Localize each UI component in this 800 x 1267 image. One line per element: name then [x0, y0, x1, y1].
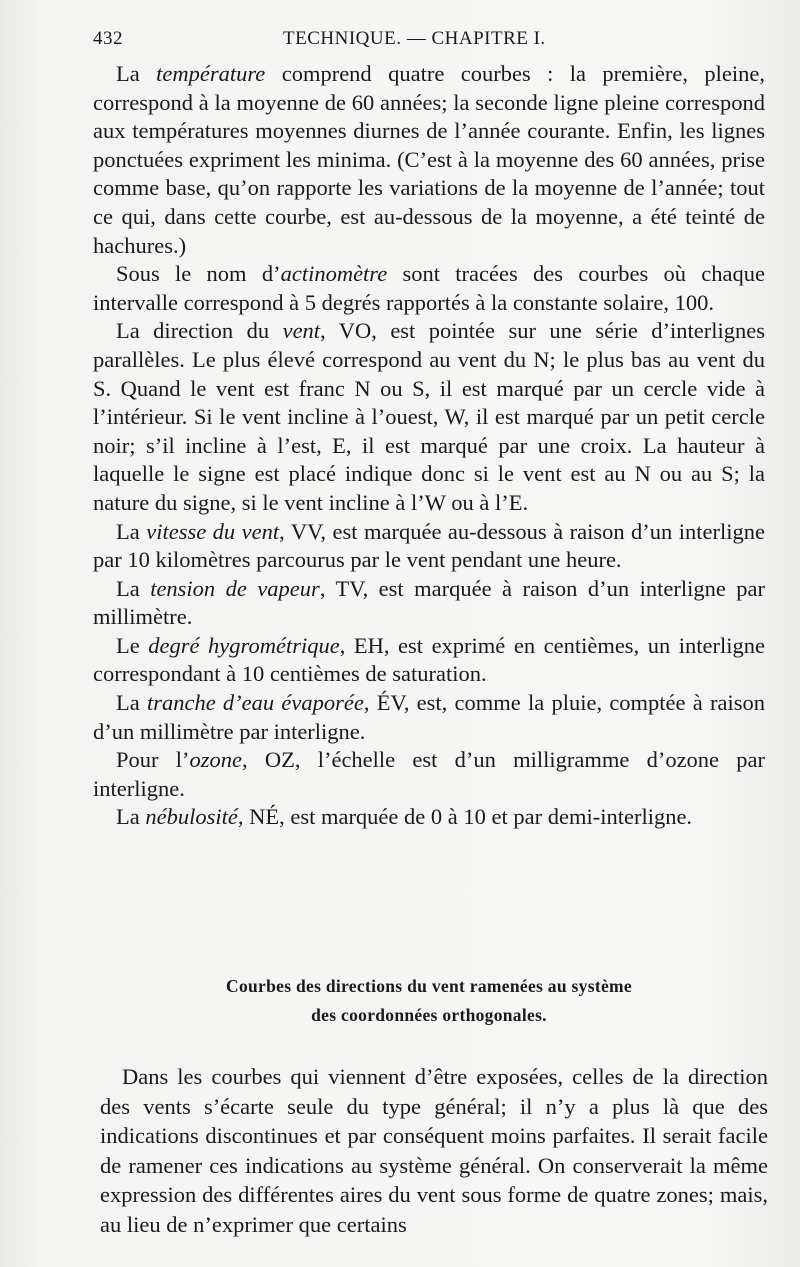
- running-head: TECHNIQUE. — CHAPITRE I.: [283, 28, 546, 49]
- section-title-line-1: Courbes des directions du vent ramenées au système: [226, 976, 632, 996]
- paragraph-actinometre: Sous le nom d’actinomètre sont tracées des courbes où chaque intervalle correspond à 5 degrés rapportés à la constante solaire, 100.: [93, 261, 765, 315]
- paragraph-tension: La tension de vapeur, TV, est marquée à raison d’un interligne par millimètre.: [93, 575, 765, 630]
- page-number: 432: [93, 28, 123, 49]
- section-paragraph: Dans les courbes qui viennent d’être exposées, celles de la direction des vents s’écarte seule du type général; il n’y a plus là que des indications discontinues et par conséquent moins parfaites. Il serait facile de ramener ces indications au système général. On conserverait la même expression des différentes aires du vent sous forme de quatre zones; mais, au lieu de n’exprimer que certains: [100, 1064, 768, 1237]
- body-text: [93, 60, 765, 832]
- paragraph-vent: La direction du vent, VO, est pointée sur une série d’interlignes parallèles. Le plus élevé correspond au vent du N; le plus bas au vent du S. Quand le vent est franc N ou S, il est marqué par un cercle vide à l’intérieur. Si le vent incline à l’ouest, W, il est marqué par un petit cercle noir; s’il incline à l’est, E, il est marqué par une croix. La hauteur à laquelle le signe est placé indique donc si le vent est au N ou au S; la nature du signe, si le vent incline à l’W ou à l’E.: [93, 318, 765, 515]
- paragraph-nebulosite: La nébulosité, NÉ, est marquée de 0 à 10 et par demi-interligne.: [116, 804, 693, 830]
- section-title: [93, 972, 765, 1030]
- section-body-text: [100, 1062, 768, 1239]
- paragraph-hygrometrique: Le degré hygrométrique, EH, est exprimé en centièmes, un interligne correspondant à 10 centièmes de saturation.: [93, 632, 766, 687]
- page-header: [93, 28, 763, 54]
- section-title-line-2: des coordonnées orthogonales.: [311, 1005, 547, 1025]
- paragraph-evaporee: La tranche d’eau évaporée, ÉV, est, comme la pluie, comptée à raison d’un millimètre par interligne.: [93, 690, 765, 744]
- paragraph-ozone: Pour l’ozone, OZ, l’échelle est d’un milligramme d’ozone par interligne.: [93, 747, 766, 801]
- paragraph-vitesse: La vitesse du vent, VV, est marquée au-dessous à raison d’un interligne par 10 kilomètres parcourus par le vent pendant une heure.: [93, 518, 766, 573]
- paragraph-temperature: La température comprend quatre courbes : la première, pleine, correspond à la moyenne de 60 années; la seconde ligne pleine correspond aux températures moyennes diurnes de l’année courante. Enfin, les lignes ponctuées expriment les minima. (C’est à la moyenne des 60 années, prise comme base, qu’on rapporte les variations de la moyenne de l’année; tout ce qui, dans cette courbe, est au-dessous de la moyenne, a été teinté de hachures.): [93, 61, 765, 258]
